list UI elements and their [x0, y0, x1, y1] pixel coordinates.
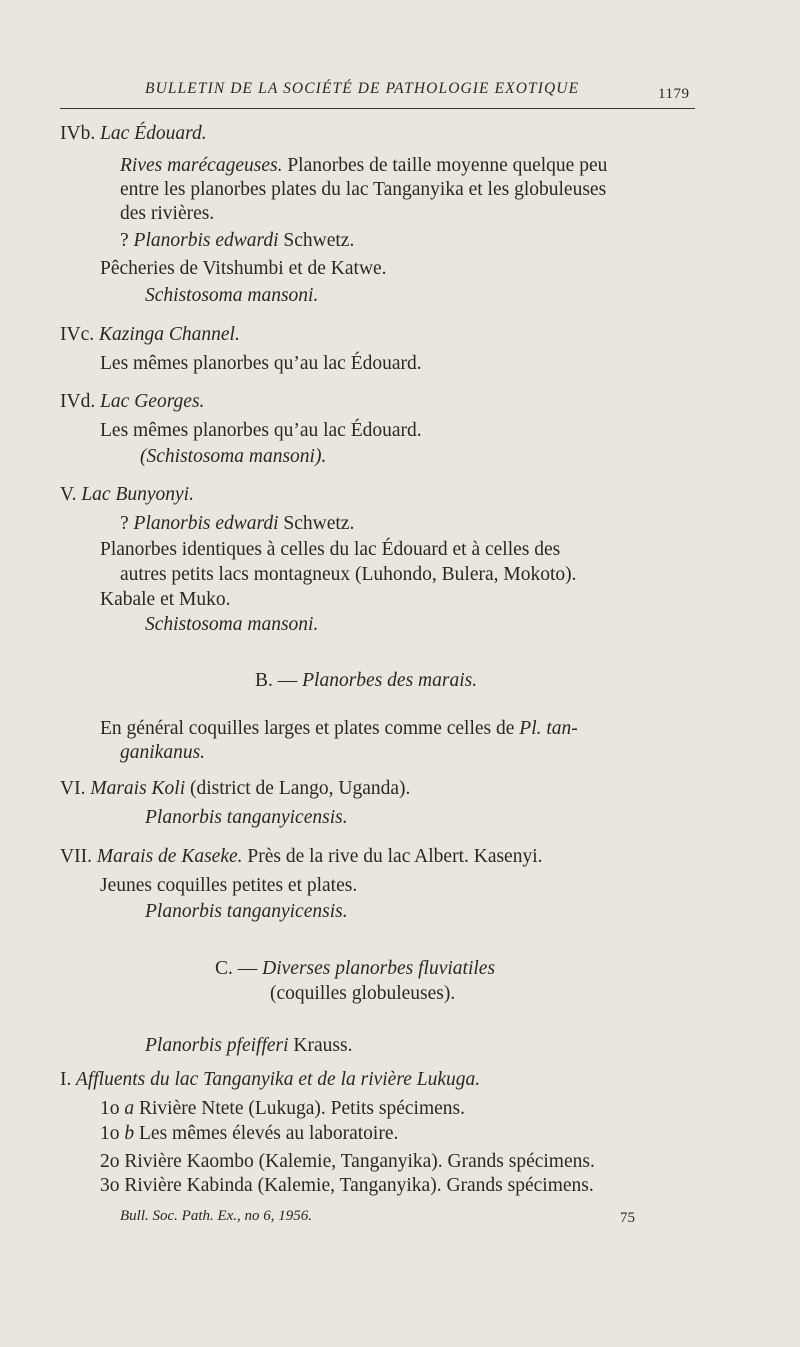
paragraph-line: ganikanus. [120, 742, 206, 763]
paragraph-line: Les mêmes planorbes qu’au lac Édouard. [100, 353, 422, 374]
species-heading: Planorbis pfeifferi Krauss. [145, 1035, 353, 1056]
running-header: BULLETIN DE LA SOCIÉTÉ DE PATHOLOGIE EXOTIQUE [145, 80, 580, 97]
list-item: 2o Rivière Kaombo (Kalemie, Tanganyika). Grands spécimens. [100, 1151, 595, 1172]
paragraph-line: Les mêmes planorbes qu’au lac Édouard. [100, 420, 422, 441]
species-line: Planorbis tanganyicensis. [145, 901, 348, 922]
page-number: 1179 [658, 86, 690, 102]
section-heading-vii: VII. Marais de Kaseke. Près de la rive du lac Albert. Kasenyi. [60, 846, 543, 867]
section-heading-v: V. Lac Bunyonyi. [60, 484, 194, 505]
list-item: 1o a Rivière Ntete (Lukuga). Petits spécimens. [100, 1098, 465, 1119]
species-line: (Schistosoma mansoni). [140, 446, 327, 467]
section-heading-ivd: IVd. Lac Georges. [60, 391, 205, 412]
list-item: 1o b Les mêmes élevés au laboratoire. [100, 1123, 399, 1144]
subsection-heading-b: B. — Planorbes des marais. [255, 670, 478, 691]
section-heading-i: I. Affluents du lac Tanganyika et de la rivière Lukuga. [60, 1069, 481, 1090]
paragraph-line: entre les planorbes plates du lac Tanganyika et les globuleuses [120, 179, 607, 200]
section-heading-ivb: IVb. Lac Édouard. [60, 123, 207, 144]
paragraph-line: Jeunes coquilles petites et plates. [100, 875, 358, 896]
paragraph-line: Rives marécageuses. Planorbes de taille moyenne quelque peu [120, 155, 608, 176]
header-rule [60, 108, 695, 109]
species-line: ? Planorbis edwardi Schwetz. [120, 513, 355, 534]
section-heading-vi: VI. Marais Koli (district de Lango, Uganda). [60, 778, 411, 799]
subsection-subheading: (coquilles globuleuses). [270, 983, 456, 1004]
footer-citation: Bull. Soc. Path. Ex., no 6, 1956. [120, 1208, 313, 1224]
paragraph-line: Planorbes identiques à celles du lac Édouard et à celles des [100, 539, 561, 560]
paragraph-line: Kabale et Muko. [100, 589, 231, 610]
paragraph-line: des rivières. [120, 203, 215, 224]
species-line: Schistosoma mansoni. [145, 614, 319, 635]
list-item: 3o Rivière Kabinda (Kalemie, Tanganyika). Grands spécimens. [100, 1175, 594, 1196]
subsection-heading-c: C. — Diverses planorbes fluviatiles [215, 958, 496, 979]
signature-mark: 75 [620, 1210, 635, 1226]
paragraph-line: Pêcheries de Vitshumbi et de Katwe. [100, 258, 387, 279]
species-line: Planorbis tanganyicensis. [145, 807, 348, 828]
species-line: Schistosoma mansoni. [145, 285, 319, 306]
section-heading-ivc: IVc. Kazinga Channel. [60, 324, 240, 345]
species-line: ? Planorbis edwardi Schwetz. [120, 230, 355, 251]
paragraph-line: En général coquilles larges et plates comme celles de Pl. tan- [100, 718, 578, 739]
paragraph-line: autres petits lacs montagneux (Luhondo, Bulera, Mokoto). [120, 564, 577, 585]
